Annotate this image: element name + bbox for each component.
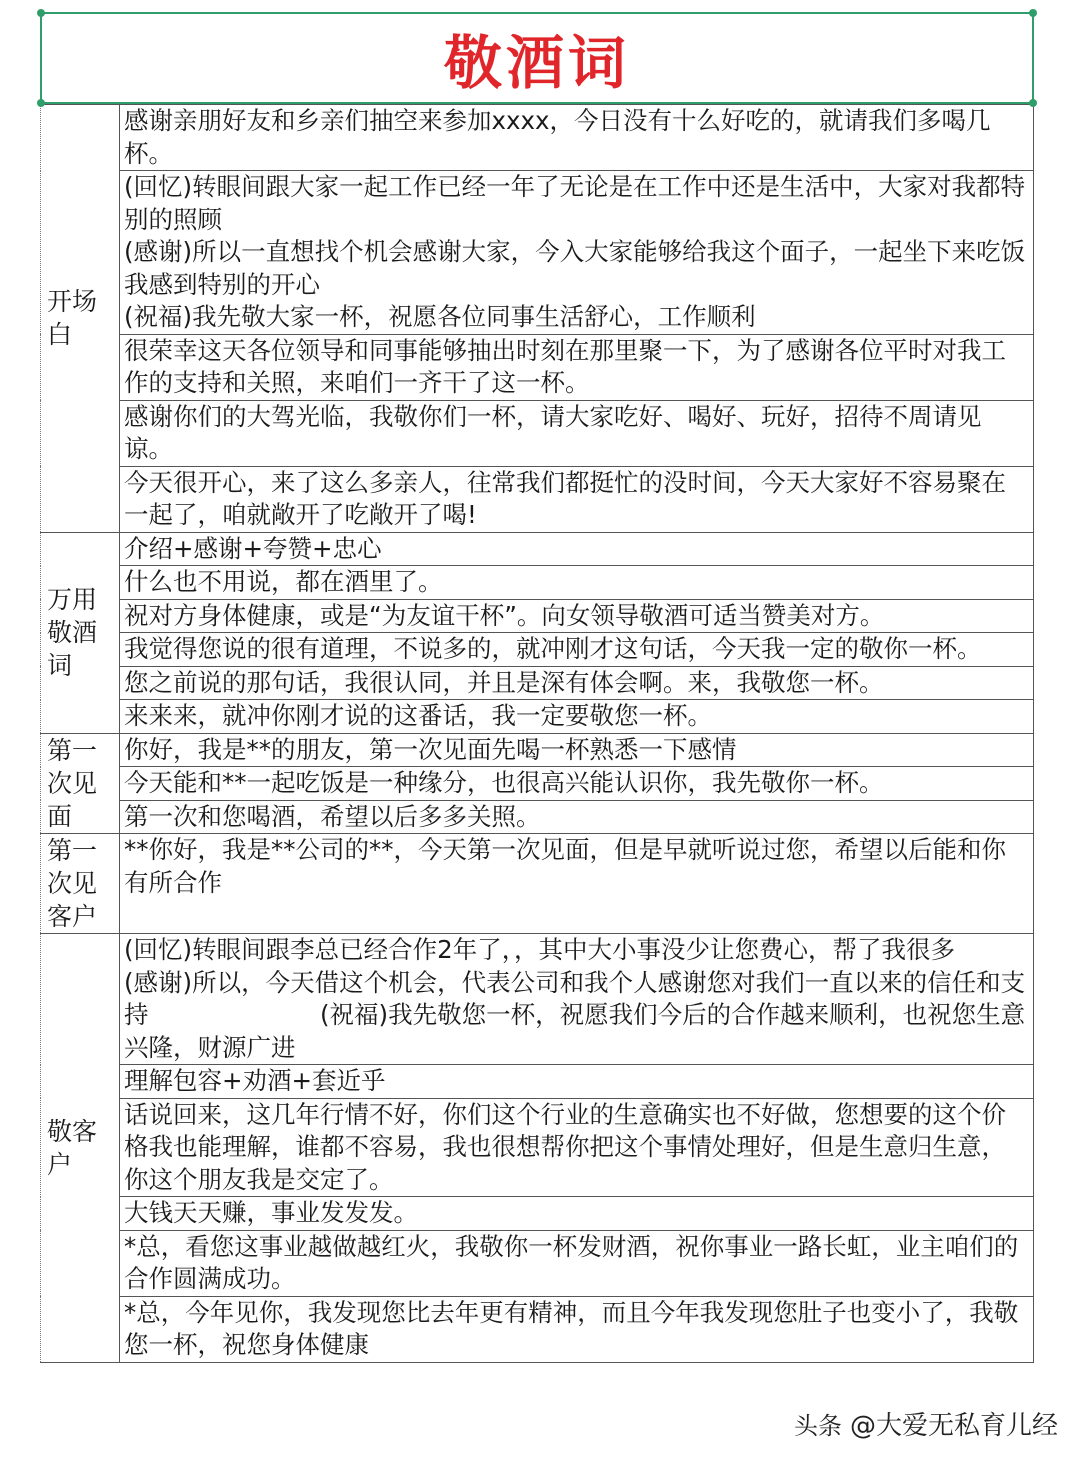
selection-handle[interactable] [1029, 9, 1037, 17]
document-sheet [40, 12, 1034, 1363]
table-row [41, 105, 1034, 171]
category-cell[interactable]: 万用敬酒词 [41, 532, 120, 733]
table-row [41, 334, 1034, 400]
content-cell[interactable]: *总，看您这事业越做越红火，我敬你一杯发财酒，祝你事业一路长虹，业主咱们的合作圆满成功。 [120, 1230, 1034, 1296]
content-cell[interactable]: 祝对方身体健康，或是“为友谊干杯”。向女领导敬酒可适当赞美对方。 [120, 599, 1034, 633]
category-cell[interactable]: 第一次见面 [41, 733, 120, 834]
table-row [41, 800, 1034, 834]
content-cell[interactable]: 您之前说的那句话，我很认同，并且是深有体会啊。来，我敬您一杯。 [120, 666, 1034, 700]
toast-table [40, 104, 1034, 1363]
page-title: 敬酒词 [443, 29, 630, 97]
table-row [41, 733, 1034, 767]
table-row [41, 566, 1034, 600]
category-cell[interactable]: 敬客户 [41, 934, 120, 1363]
table-row [41, 1197, 1034, 1231]
table-row [41, 700, 1034, 734]
content-cell[interactable]: 很荣幸这天各位领导和同事能够抽出时刻在那里聚一下，为了感谢各位平时对我工作的支持和关照，来咱们一齐干了这一杯。 [120, 334, 1034, 400]
content-cell[interactable]: 感谢你们的大驾光临，我敬你们一杯，请大家吃好、喝好、玩好，招待不周请见谅。 [120, 400, 1034, 466]
content-cell[interactable]: 什么也不用说，都在酒里了。 [120, 566, 1034, 600]
content-cell[interactable]: 理解包容+劝酒+套近乎 [120, 1065, 1034, 1099]
content-cell[interactable]: 今天能和**一起吃饭是一种缘分，也很高兴能认识你，我先敬你一杯。 [120, 767, 1034, 801]
content-cell[interactable]: 感谢亲朋好友和乡亲们抽空来参加xxxx，今日没有十么好吃的，就请我们多喝几杯。 [120, 105, 1034, 171]
table-row [41, 666, 1034, 700]
content-cell[interactable]: 今天很开心，来了这么多亲人，往常我们都挺忙的没时间，今天大家好不容易聚在一起了，咱就敞开了吃敞开了喝! [120, 466, 1034, 532]
content-cell[interactable]: 第一次和您喝酒，希望以后多多关照。 [120, 800, 1034, 834]
title-cell[interactable] [40, 12, 1034, 104]
table-row [41, 400, 1034, 466]
table-row [41, 171, 1034, 335]
table-row [41, 934, 1034, 1065]
selection-handle[interactable] [37, 99, 45, 107]
category-cell[interactable]: 第一次见客户 [41, 834, 120, 934]
table-row [41, 834, 1034, 934]
content-cell[interactable]: 介绍+感谢+夸赞+忠心 [120, 532, 1034, 566]
table-row [41, 1296, 1034, 1362]
content-cell[interactable]: 话说回来，这几年行情不好，你们这个行业的生意确实也不好做，您想要的这个价格我也能理解，谁都不容易，我也很想帮你把这个事情处理好，但是生意归生意，你这个朋友我是交定了。 [120, 1098, 1034, 1197]
watermark-handle: @大爱无私育儿经 [849, 1411, 1058, 1441]
watermark-brand: 头条 [793, 1412, 842, 1440]
watermark [794, 1405, 1058, 1442]
content-cell[interactable]: (回忆)转眼间跟李总已经合作2年了，，其中大小事没少让您费心，帮了我很多 (感谢)所以，今天借这个机会，代表公司和我个人感谢您对我们一直以来的信任和支持 (祝福)我先敬您一杯，祝愿我们今后的合作越来顺利，也祝您生意兴隆，财源广进 [120, 934, 1034, 1065]
table-row [41, 1098, 1034, 1197]
category-cell[interactable]: 开场白 [41, 105, 120, 533]
table-row [41, 599, 1034, 633]
content-cell[interactable]: 来来来，就冲你刚才说的这番话，我一定要敬您一杯。 [120, 700, 1034, 734]
table-row [41, 466, 1034, 532]
content-cell[interactable]: **你好，我是**公司的**，今天第一次见面，但是早就听说过您，希望以后能和你有所合作 [120, 834, 1034, 934]
content-cell[interactable]: *总，今年见你，我发现您比去年更有精神，而且今年我发现您肚子也变小了，我敬您一杯，祝您身体健康 [120, 1296, 1034, 1362]
content-cell[interactable]: 你好，我是**的朋友，第一次见面先喝一杯熟悉一下感情 [120, 733, 1034, 767]
table-row [41, 1065, 1034, 1099]
table-row [41, 633, 1034, 667]
table-row [41, 532, 1034, 566]
content-cell[interactable]: 我觉得您说的很有道理，不说多的，就冲刚才这句话，今天我一定的敬你一杯。 [120, 633, 1034, 667]
selection-handle[interactable] [37, 9, 45, 17]
table-row [41, 767, 1034, 801]
table-row [41, 1230, 1034, 1296]
content-cell[interactable]: (回忆)转眼间跟大家一起工作已经一年了无论是在工作中还是生活中，大家对我都特别的照顾 (感谢)所以一直想找个机会感谢大家，今入大家能够给我这个面子，一起坐下来吃饭 我感到特别的开心 (祝福)我先敬大家一杯，祝愿各位同事生活舒心，工作顺利 [120, 171, 1034, 335]
selection-handle[interactable] [1029, 99, 1037, 107]
content-cell[interactable]: 大钱天天赚，事业发发发。 [120, 1197, 1034, 1231]
